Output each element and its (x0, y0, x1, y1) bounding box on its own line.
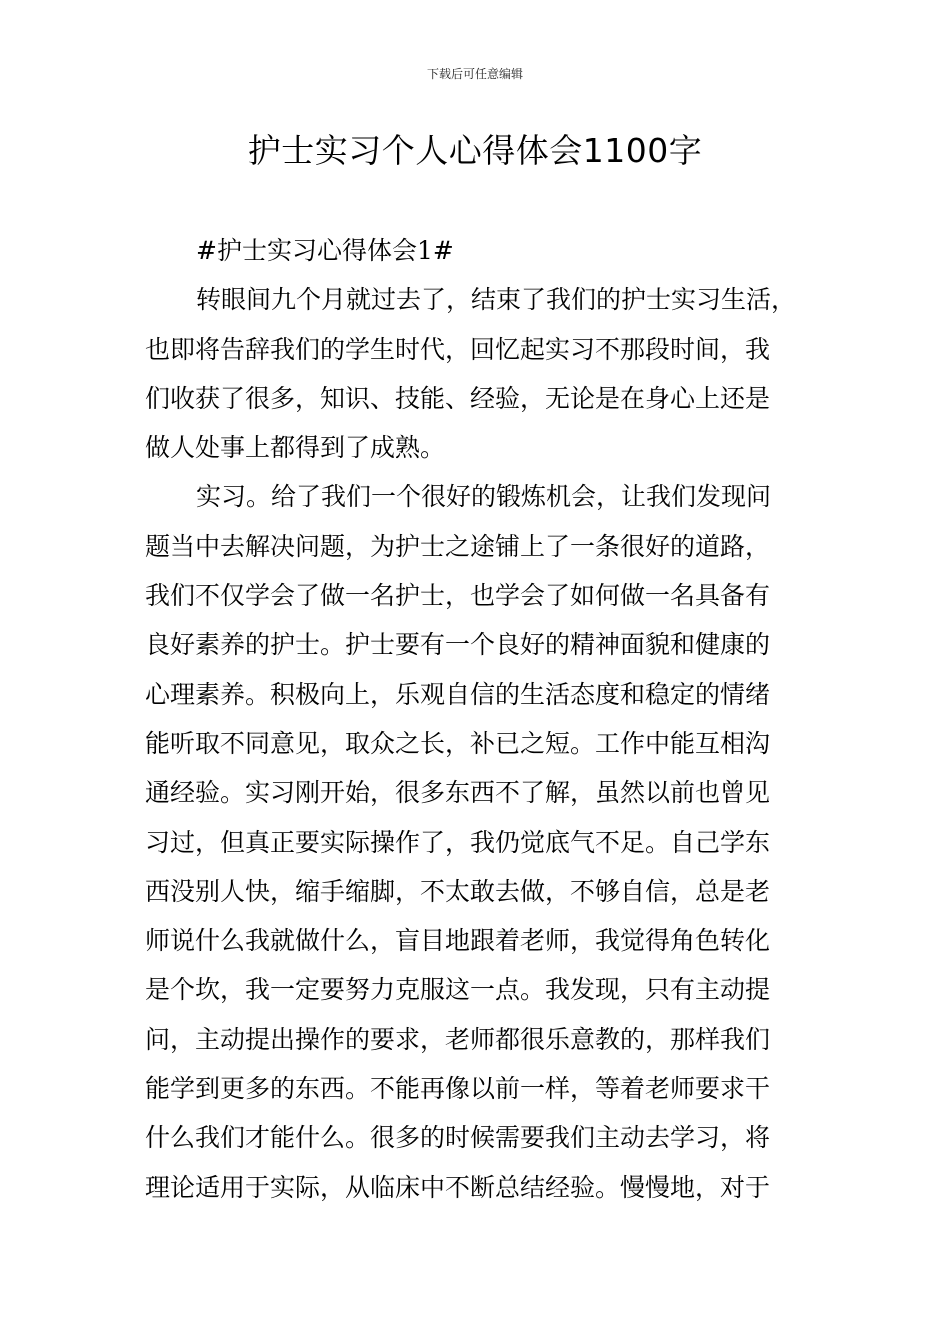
paragraph-1 (145, 275, 820, 472)
section-heading: #护士实习心得体会1# (196, 236, 454, 265)
paragraph-line: 我们不仅学会了做一名护士，也学会了如何做一名具备有 (145, 581, 771, 611)
paragraph-line: 什么我们才能什么。很多的时候需要我们主动去学习，将 (145, 1123, 771, 1153)
paragraph-line: 问，主动提出操作的要求，老师都很乐意教的，那样我们 (145, 1024, 771, 1054)
paragraph-line: 转眼间九个月就过去了，结束了我们的护士实习生活， (196, 285, 797, 315)
header-note: 下载后可任意编辑 (426, 67, 523, 81)
paragraph-line: 题当中去解决问题，为护士之途铺上了一条很好的道路， (145, 531, 771, 561)
paragraph-2 (145, 472, 820, 1211)
paragraph-line: 能听取不同意见，取众之长，补已之短。工作中能互相沟 (145, 728, 771, 758)
paragraph-line: 也即将告辞我们的学生时代，回忆起实习不那段时间，我 (145, 334, 771, 364)
document-title: 护士实习个人心得体会1100字 (247, 131, 703, 170)
paragraph-line: 能学到更多的东西。不能再像以前一样，等着老师要求干 (145, 1074, 771, 1104)
paragraph-line: 做人处事上都得到了成熟。 (145, 433, 446, 463)
paragraph-line: 习过，但真正要实际操作了，我仍觉底气不足。自己学东 (145, 827, 771, 857)
paragraph-line: 西没别人快，缩手缩脚，不太敢去做，不够自信，总是老 (145, 876, 771, 906)
paragraph-line: 实习。给了我们一个很好的锻炼机会，让我们发现问 (196, 482, 772, 512)
paragraph-line: 心理素养。积极向上，乐观自信的生活态度和稳定的情绪 (145, 679, 771, 709)
paragraph-line: 们收获了很多，知识、技能、经验，无论是在身心上还是 (145, 383, 771, 413)
paragraph-line: 良好素养的护士。护士要有一个良好的精神面貌和健康的 (145, 630, 771, 660)
document-body (145, 226, 820, 1212)
paragraph-line: 通经验。实习刚开始，很多东西不了解，虽然以前也曾见 (145, 778, 771, 808)
paragraph-line: 是个坎，我一定要努力克服这一点。我发现，只有主动提 (145, 975, 771, 1005)
paragraph-line: 师说什么我就做什么，盲目地跟着老师，我觉得角色转化 (145, 926, 771, 956)
paragraph-line: 理论适用于实际，从临床中不断总结经验。慢慢地，对于 (145, 1172, 771, 1202)
